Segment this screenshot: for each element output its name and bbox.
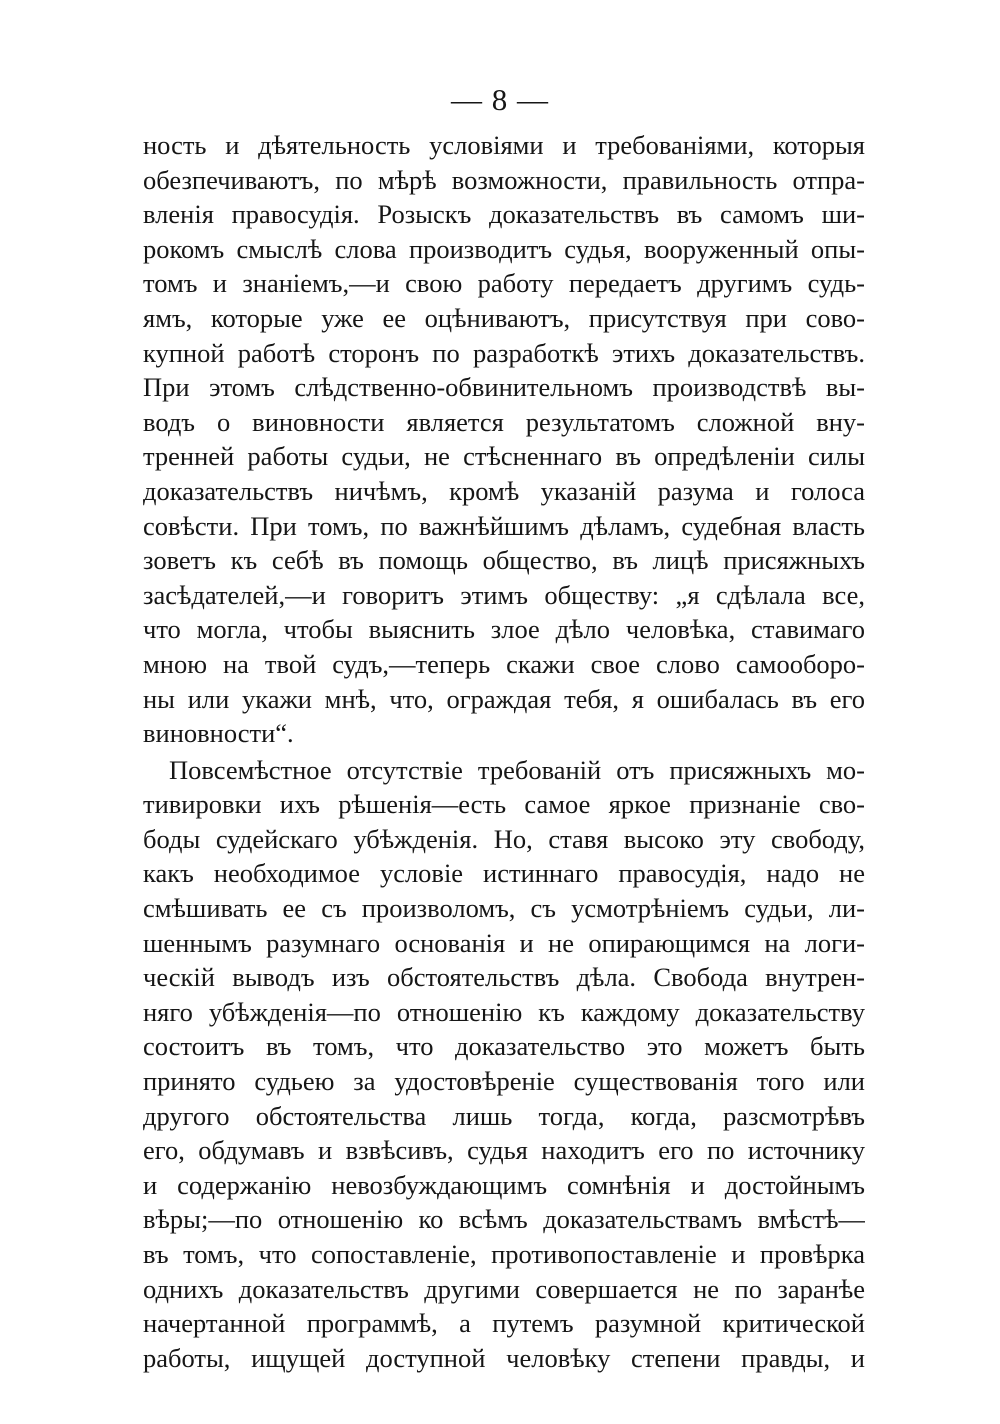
text-line: состоитъ въ томъ, что доказательство это можетъ быть <box>143 1031 865 1062</box>
text-line: какъ необходимое условіе истиннаго правосудія, надо не <box>143 858 865 889</box>
text-line: принято судьею за удостовѣреніе существованія того или <box>143 1066 865 1097</box>
text-line: ны или укажи мнѣ, что, ограждая тебя, я ошибалась въ его <box>143 683 865 714</box>
text-line: что могла, чтобы выяснить злое дѣло человѣка, ставимаго <box>143 614 865 645</box>
text-line: шеннымъ разумнаго основанія и не опирающимся на логи- <box>143 927 865 958</box>
text-line: работы, ищущей доступной человѣку степени правды, и <box>143 1342 865 1373</box>
text-line: его, обдумавъ и взвѣсивъ, судья находитъ его по источнику <box>143 1135 865 1166</box>
text-line: купной работѣ сторонъ по разработкѣ этихъ доказательствъ. <box>143 337 865 368</box>
text-line: однихъ доказательствъ другими совершается не по заранѣе <box>143 1273 865 1304</box>
text-line: мною на твой судъ,—теперь скажи свое слово самооборо- <box>143 648 865 679</box>
text-line: засѣдателей,—и говоритъ этимъ обществу: „я сдѣлала все, <box>143 579 865 610</box>
text-line: вѣры;—по отношенію ко всѣмъ доказательствамъ вмѣстѣ— <box>143 1204 865 1235</box>
text-line: ямъ, которые уже ее оцѣниваютъ, присутствуя при сово- <box>143 302 865 333</box>
text-line: доказательствъ ничѣмъ, кромѣ указаній разума и голоса <box>143 475 865 506</box>
page-number: — 8 — <box>451 82 549 117</box>
text-line: начертанной программѣ, а путемъ разумной критической <box>143 1308 865 1339</box>
text-line: и содержанію невозбуждающимъ сомнѣнія и достойнымъ <box>143 1169 865 1200</box>
text-line: вленія правосудія. Розыскъ доказательствъ въ самомъ ши- <box>143 199 865 230</box>
paragraph <box>143 128 865 751</box>
text-line: При этомъ слѣдственно-обвинительномъ производствѣ вы- <box>143 372 865 403</box>
text-line: боды судейскаго убѣжденія. Но, ставя высоко эту свободу, <box>143 823 865 854</box>
text-line: зоветъ къ себѣ въ помощь общество, въ лицѣ присяжныхъ <box>143 545 865 576</box>
text-line: другого обстоятельства лишь тогда, когда, разсмотрѣвъ <box>143 1100 865 1131</box>
text-line: смѣшивать ее съ произволомъ, съ усмотрѣніемъ судьи, ли- <box>143 893 865 924</box>
text-line: водъ о виновности является результатомъ сложной вну- <box>143 406 865 437</box>
body-text <box>143 128 865 1375</box>
text-line: обезпечиваютъ, по мѣрѣ возможности, правильность отпра- <box>143 164 865 195</box>
paragraph <box>143 753 865 1376</box>
text-line: рокомъ смыслѣ слова производитъ судья, вооруженный опы- <box>143 233 865 264</box>
text-line: виновности“. <box>143 718 294 749</box>
text-line: совѣсти. При томъ, по важнѣйшимъ дѣламъ, судебная власть <box>143 510 865 541</box>
text-line: ческій выводъ изъ обстоятельствъ дѣла. Свобода внутрен- <box>143 962 865 993</box>
text-line: Повсемѣстное отсутствіе требованій отъ присяжныхъ мо- <box>169 754 865 785</box>
text-line: ность и дѣятельность условіями и требованіями, которыя <box>143 130 865 160</box>
text-line: тивировки ихъ рѣшенія—есть самое яркое признаніе сво- <box>143 789 865 820</box>
text-line: въ томъ, что сопоставленіе, противопоставленіе и провѣрка <box>143 1239 865 1269</box>
text-line: няго убѣжденія—по отношенію къ каждому доказательству <box>143 996 865 1027</box>
text-line: тренней работы судьи, не стѣсненнаго въ опредѣленіи силы <box>143 441 865 472</box>
text-line: томъ и знаніемъ,—и свою работу передаетъ другимъ судь- <box>143 268 865 299</box>
